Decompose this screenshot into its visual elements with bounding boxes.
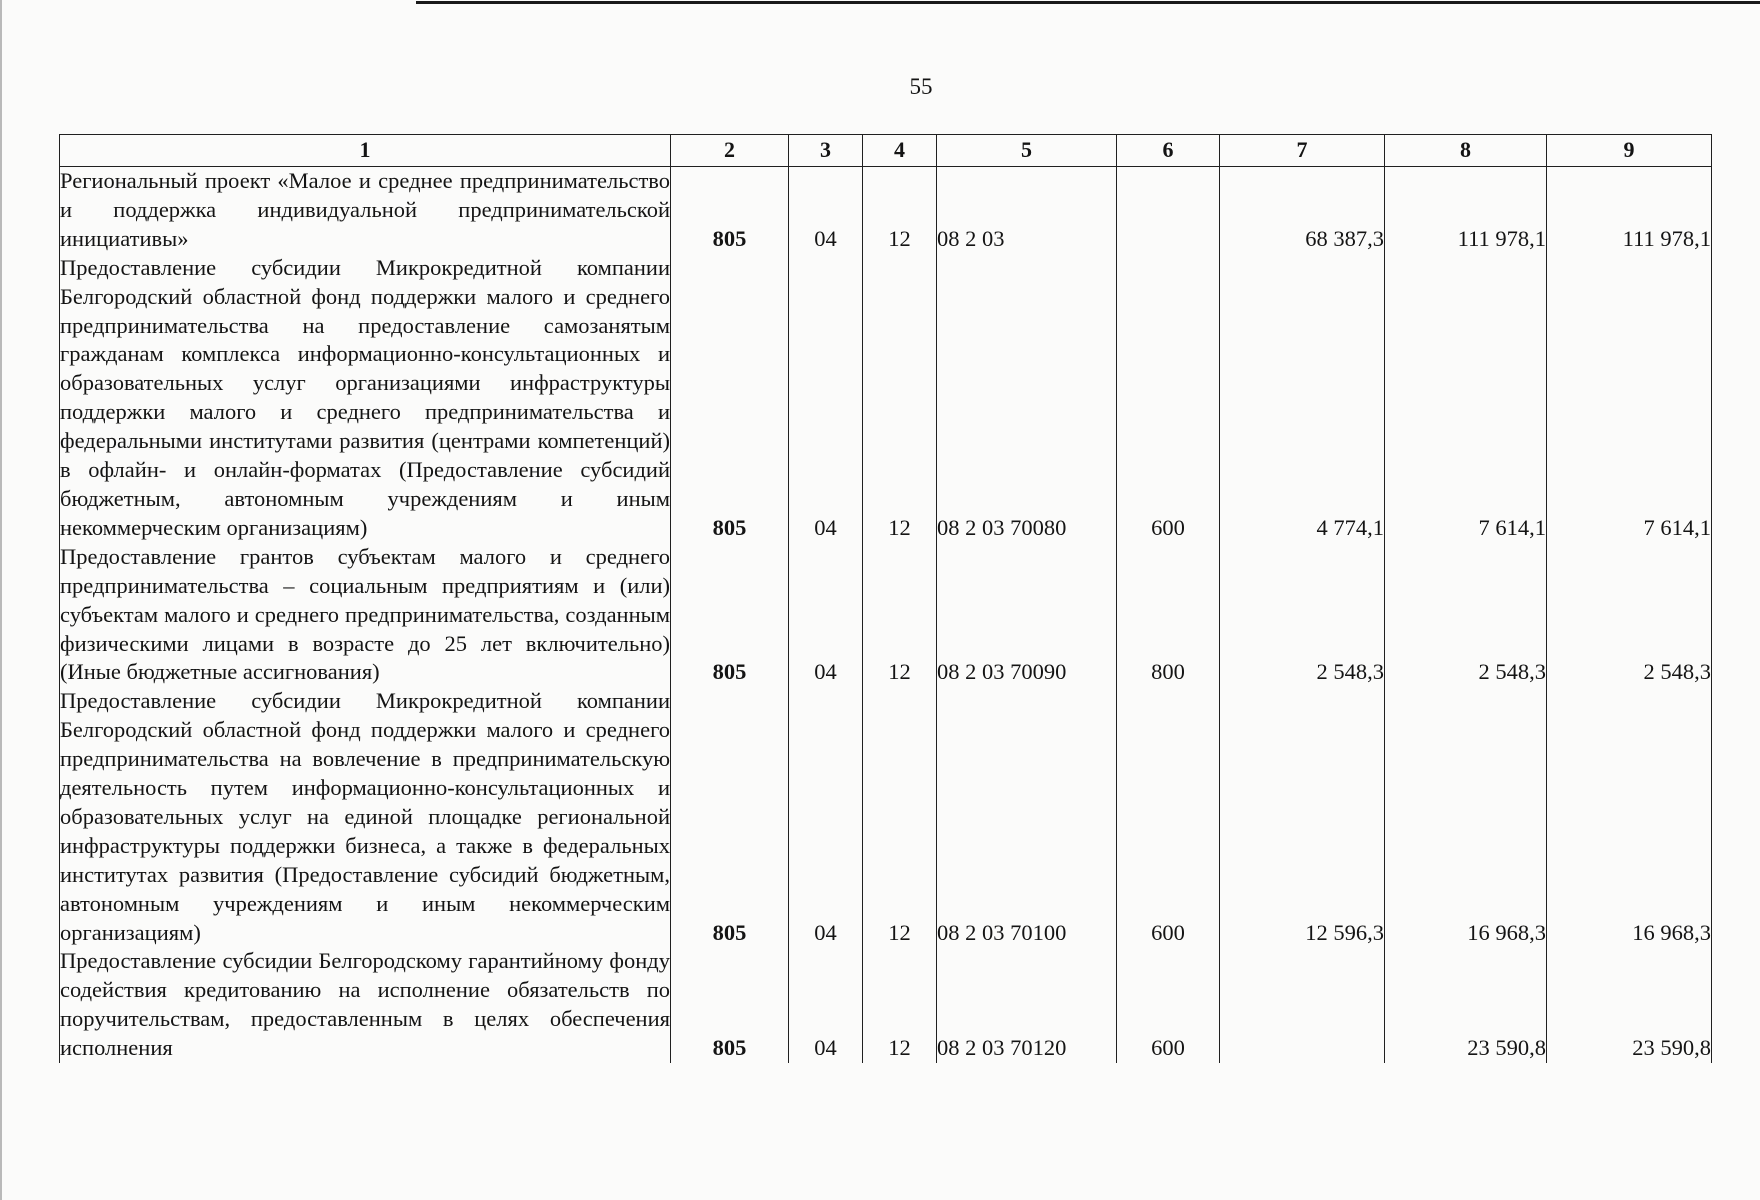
amount-col-9: 23 590,8: [1547, 947, 1712, 1063]
amount-col-8: 2 548,3: [1385, 543, 1547, 688]
amount-col-7: 68 387,3: [1220, 167, 1385, 254]
table-row: [60, 254, 1712, 543]
target-article-code: 08 2 03 70120: [937, 947, 1117, 1063]
ministry-code: 805: [671, 687, 789, 947]
expense-type-code: 600: [1117, 947, 1220, 1063]
amount-col-8: 16 968,3: [1385, 687, 1547, 947]
amount-col-7: 4 774,1: [1220, 254, 1385, 543]
ministry-code: 805: [671, 254, 789, 543]
amount-col-9: 2 548,3: [1547, 543, 1712, 688]
column-header-4: 4: [863, 135, 937, 167]
subsection-code: 12: [863, 254, 937, 543]
table-row: [60, 167, 1712, 254]
amount-col-8: 111 978,1: [1385, 167, 1547, 254]
row-description: Предоставление субсидии Микрокредитной компании Белгородский областной фонд поддержки малого и среднего предпринимательства на вовлечение в предпринимательскую деятельность путем информационно-консультационных и образовательных услуг на единой площадке региональной инфраструктуры поддержки бизнеса, а также в федеральных институтах развития (Предоставление субсидий бюджетным, автономным учреждениям и иным некоммерческим организациям): [60, 687, 671, 947]
section-code: 04: [789, 947, 863, 1063]
section-code: 04: [789, 543, 863, 688]
amount-col-9: 111 978,1: [1547, 167, 1712, 254]
section-code: 04: [789, 687, 863, 947]
column-header-1: 1: [60, 135, 671, 167]
section-code: 04: [789, 167, 863, 254]
column-header-5: 5: [937, 135, 1117, 167]
section-code: 04: [789, 254, 863, 543]
scan-left-edge: [0, 0, 2, 1200]
target-article-code: 08 2 03 70100: [937, 687, 1117, 947]
budget-table: [59, 134, 1712, 1063]
row-description: Предоставление грантов субъектам малого и среднего предпринимательства – социальным предприятиям и (или) субъектам малого и среднего предпринимательства, созданным физическими лицами в возрасте до 25 лет включительно) (Иные бюджетные ассигнования): [60, 543, 671, 688]
row-description: Предоставление субсидии Микрокредитной компании Белгородский областной фонд поддержки малого и среднего предпринимательства на предоставление самозанятым гражданам комплекса информационно-консультационных и образовательных услуг организациями инфраструктуры поддержки малого и среднего предпринимательства и федеральными институтами развития (центрами компетенций) в офлайн- и онлайн-форматах (Предоставление субсидий бюджетным, автономным учреждениям и иным некоммерческим организациям): [60, 254, 671, 543]
amount-col-8: 7 614,1: [1385, 254, 1547, 543]
column-header-2: 2: [671, 135, 789, 167]
ministry-code: 805: [671, 167, 789, 254]
ministry-code: 805: [671, 947, 789, 1063]
amount-col-7: 12 596,3: [1220, 687, 1385, 947]
expense-type-code: 800: [1117, 543, 1220, 688]
table-row: [60, 687, 1712, 947]
amount-col-7: 2 548,3: [1220, 543, 1385, 688]
column-header-9: 9: [1547, 135, 1712, 167]
row-description: Предоставление субсидии Белгородскому гарантийному фонду содействия кредитованию на исполнение обязательств по поручительствам, предоставленным в целях обеспечения исполнения: [60, 947, 671, 1063]
table-row: [60, 543, 1712, 688]
top-rule: [416, 1, 1760, 4]
row-description: Региональный проект «Малое и среднее предпринимательство и поддержка индивидуальной предпринимательской инициативы»: [60, 167, 671, 254]
amount-col-9: 7 614,1: [1547, 254, 1712, 543]
subsection-code: 12: [863, 167, 937, 254]
expense-type-code: 600: [1117, 254, 1220, 543]
amount-col-7: [1220, 947, 1385, 1063]
amount-col-9: 16 968,3: [1547, 687, 1712, 947]
ministry-code: 805: [671, 543, 789, 688]
target-article-code: 08 2 03: [937, 167, 1117, 254]
target-article-code: 08 2 03 70090: [937, 543, 1117, 688]
table-row: [60, 947, 1712, 1063]
subsection-code: 12: [863, 947, 937, 1063]
column-header-7: 7: [1220, 135, 1385, 167]
column-header-3: 3: [789, 135, 863, 167]
column-header-6: 6: [1117, 135, 1220, 167]
target-article-code: 08 2 03 70080: [937, 254, 1117, 543]
column-header-8: 8: [1385, 135, 1547, 167]
expense-type-code: [1117, 167, 1220, 254]
amount-col-8: 23 590,8: [1385, 947, 1547, 1063]
subsection-code: 12: [863, 543, 937, 688]
expense-type-code: 600: [1117, 687, 1220, 947]
subsection-code: 12: [863, 687, 937, 947]
page-number: 55: [909, 74, 933, 99]
table-header-row: [60, 135, 1712, 167]
